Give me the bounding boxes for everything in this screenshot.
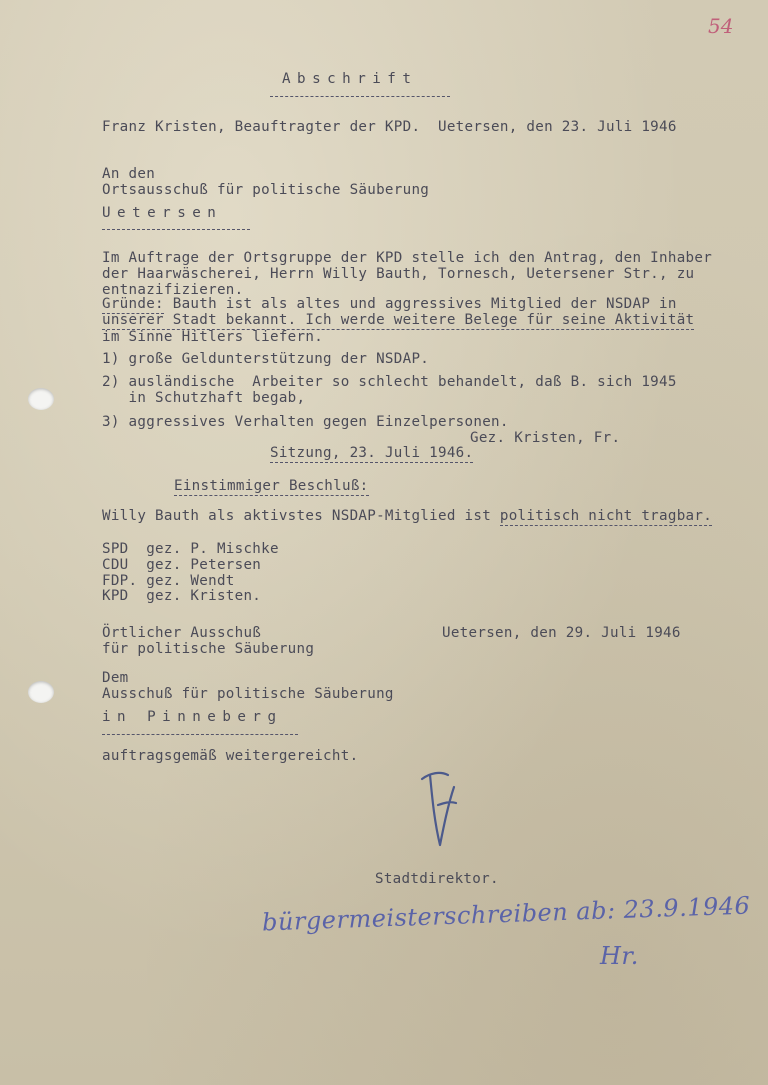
forward-from2: für politische Säuberung [102,641,315,657]
member-spd: SPD gez. P. Mischke [102,541,279,557]
list-item-2a: 2) ausländische Arbeiter so schlecht behandelt, daß B. sich 1945 [102,374,677,390]
title-underline [270,96,450,97]
page-number: 54 [708,14,734,38]
forward-to3: in Pinneberg [102,709,283,725]
signature-role: Stadtdirektor. [375,871,499,887]
member-kpd: KPD gez. Kristen. [102,588,262,604]
reasons-line2 [102,312,694,329]
addressee-city: Uetersen [102,205,223,221]
body-line3: entnazifizieren. [102,282,244,298]
handwritten-note-line1: bürgermeisterschreiben ab: 23.9.1946 [261,891,751,937]
decision-text: Willy Bauth als aktivstes NSDAP-Mitglied ist [102,508,500,524]
forward-to1: Dem [102,670,129,686]
reasons-text2: unserer Stadt bekannt. Ich werde weitere Belege für seine Aktivität [102,312,695,328]
session-date [270,445,473,462]
signed-kristen: Gez. Kristen, Fr. [470,430,621,446]
body-line2: der Haarwäscherei, Herrn Willy Bauth, Tornesch, Uetersener Str., zu [102,266,695,282]
punch-hole-lower [28,681,54,703]
punch-hole-upper [28,388,54,410]
decision-heading [174,478,369,495]
list-item-1: 1) große Geldunterstützung der NSDAP. [102,351,430,367]
list-item-2b: in Schutzhaft begab, [102,390,306,406]
member-fdp: FDP. gez. Wendt [102,573,235,589]
addressee-line1: An den [102,166,156,182]
decision-line [102,508,712,525]
decision-heading-text: Einstimmiger Beschluß: [174,478,369,494]
reasons-text1: Bauth ist als altes und aggressives Mitglied der NSDAP in [163,296,677,312]
decision-emphasis: politisch nicht tragbar. [499,508,713,524]
handwritten-note-line2: Hr. [600,942,639,970]
reasons-label: Gründe: [102,296,164,312]
forward-to2: Ausschuß für politische Säuberung [102,686,394,702]
reasons-line1 [102,296,677,313]
signature-mark [410,765,470,855]
pinneberg-underline [102,734,298,735]
forward-note: auftragsgemäß weitergereicht. [102,748,359,764]
member-cdu: CDU gez. Petersen [102,557,262,573]
document-title: Abschrift [282,71,418,87]
forward-place-date: Uetersen, den 29. Juli 1946 [442,625,681,641]
forward-from1: Örtlicher Ausschuß [102,625,262,641]
reasons-line3: im Sinne Hitlers liefern. [102,329,324,345]
session-text: Sitzung, 23. Juli 1946. [270,445,474,461]
header-line: Franz Kristen, Beauftragter der KPD. Uetersen, den 23. Juli 1946 [102,119,677,135]
list-item-3: 3) aggressives Verhalten gegen Einzelpersonen. [102,414,509,430]
city-underline [102,229,250,230]
addressee-line2: Ortsausschuß für politische Säuberung [102,182,430,198]
body-line1: Im Auftrage der Ortsgruppe der KPD stelle ich den Antrag, den Inhaber [102,250,713,266]
